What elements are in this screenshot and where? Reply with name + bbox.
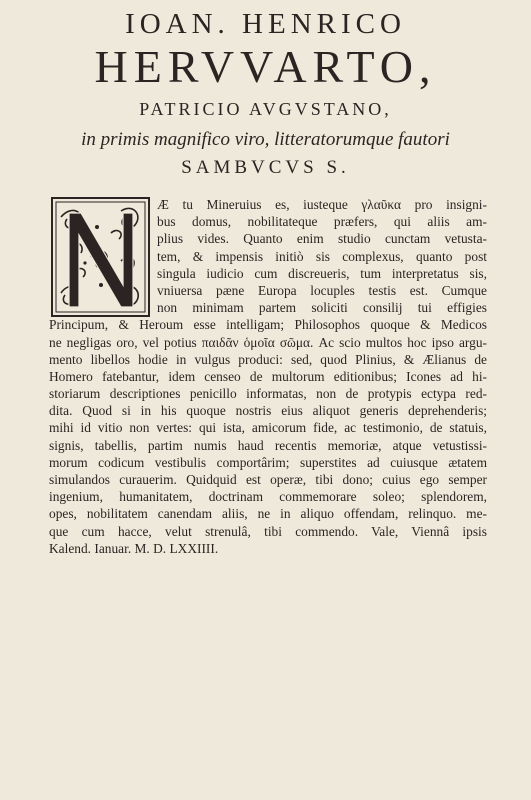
author-salutation: SAMBVCVS S. (181, 157, 350, 178)
dedication-title-line: PATRICIO AVGVSTANO, (139, 99, 392, 119)
text-line: opes, nobilitatem canendam aliis, ne in aliquo offendam, relinquo. me- (49, 506, 487, 522)
text-line: Principum, & Heroum esse intelligam; Philosophos quoque & Medicos (49, 317, 487, 333)
text-line: Æ tu Mineruius es, iusteque γλαῦκα pro insigni- (157, 197, 487, 212)
text-line: singula iudicio cum discreueris, tum interpretatus sis, (157, 265, 487, 281)
dedication-surname: HERVVARTO, (94, 41, 437, 92)
text-line: que cum hacce, velut strenulâ, tibi commendo. Vale, Viennâ ipsis (49, 523, 487, 539)
text-line: storiarum descriptiones penicillo informatas, non de protypis ectypa red- (49, 386, 487, 402)
text-line: mento libellos hodie in vulgus produci: sed, quod Plinius, & Ælianus de (49, 351, 487, 367)
text-line: dita. Quod si in his quoque nostris eius aliquot generis deprehenderis; (49, 403, 487, 419)
dedication-letter-body (49, 196, 487, 557)
text-line: ne negligas oro, vel potius παιδᾶν ὁμοῖα σῶμα. Ac scio multos hoc ipso argu- (49, 334, 487, 350)
date-line: Kalend. Ianuar. M. D. LXXIIII. (49, 540, 219, 556)
text-line: plius vides. Quanto enim studio cunctam vetusta- (157, 231, 487, 247)
text-line: simulandos curauerim. Quidquid est operæ, tibi dono; cuius ego semper (49, 472, 487, 487)
dedication-name-line: IOAN. HENRICO (125, 8, 406, 40)
text-line: mihi id vitio non vertes: qui ista, amicorum fide, ac testimonio, de statuis, (49, 420, 487, 436)
text-line: tem, & impensis initiò sis complexus, quanto post (157, 248, 487, 264)
text-line: signis, tabellis, partim numis haud recentis memoriæ, atque vetustissi- (49, 437, 487, 453)
text-line: Homero fatebantur, idem censeo de multorum editionibus; Icones ad hi- (49, 368, 487, 384)
text-line: non minimam partem soliciti consilij tui effigies (157, 300, 487, 316)
text-line: vniuersa pæne Europa locuples testis est. Cumque (157, 282, 487, 298)
text-line: ingenium, humanitatem, doctrinam commemorare soleo; splendorem, (49, 489, 487, 505)
text-line: bus domus, nobilitateque præfers, qui aliis am- (157, 214, 487, 230)
text-line: morum codicum vestibulis comportârim; superstites ad cuiusque ætatem (49, 454, 487, 470)
dedication-subtitle: in primis magnifico viro, litteratorumque fautori (81, 129, 450, 150)
